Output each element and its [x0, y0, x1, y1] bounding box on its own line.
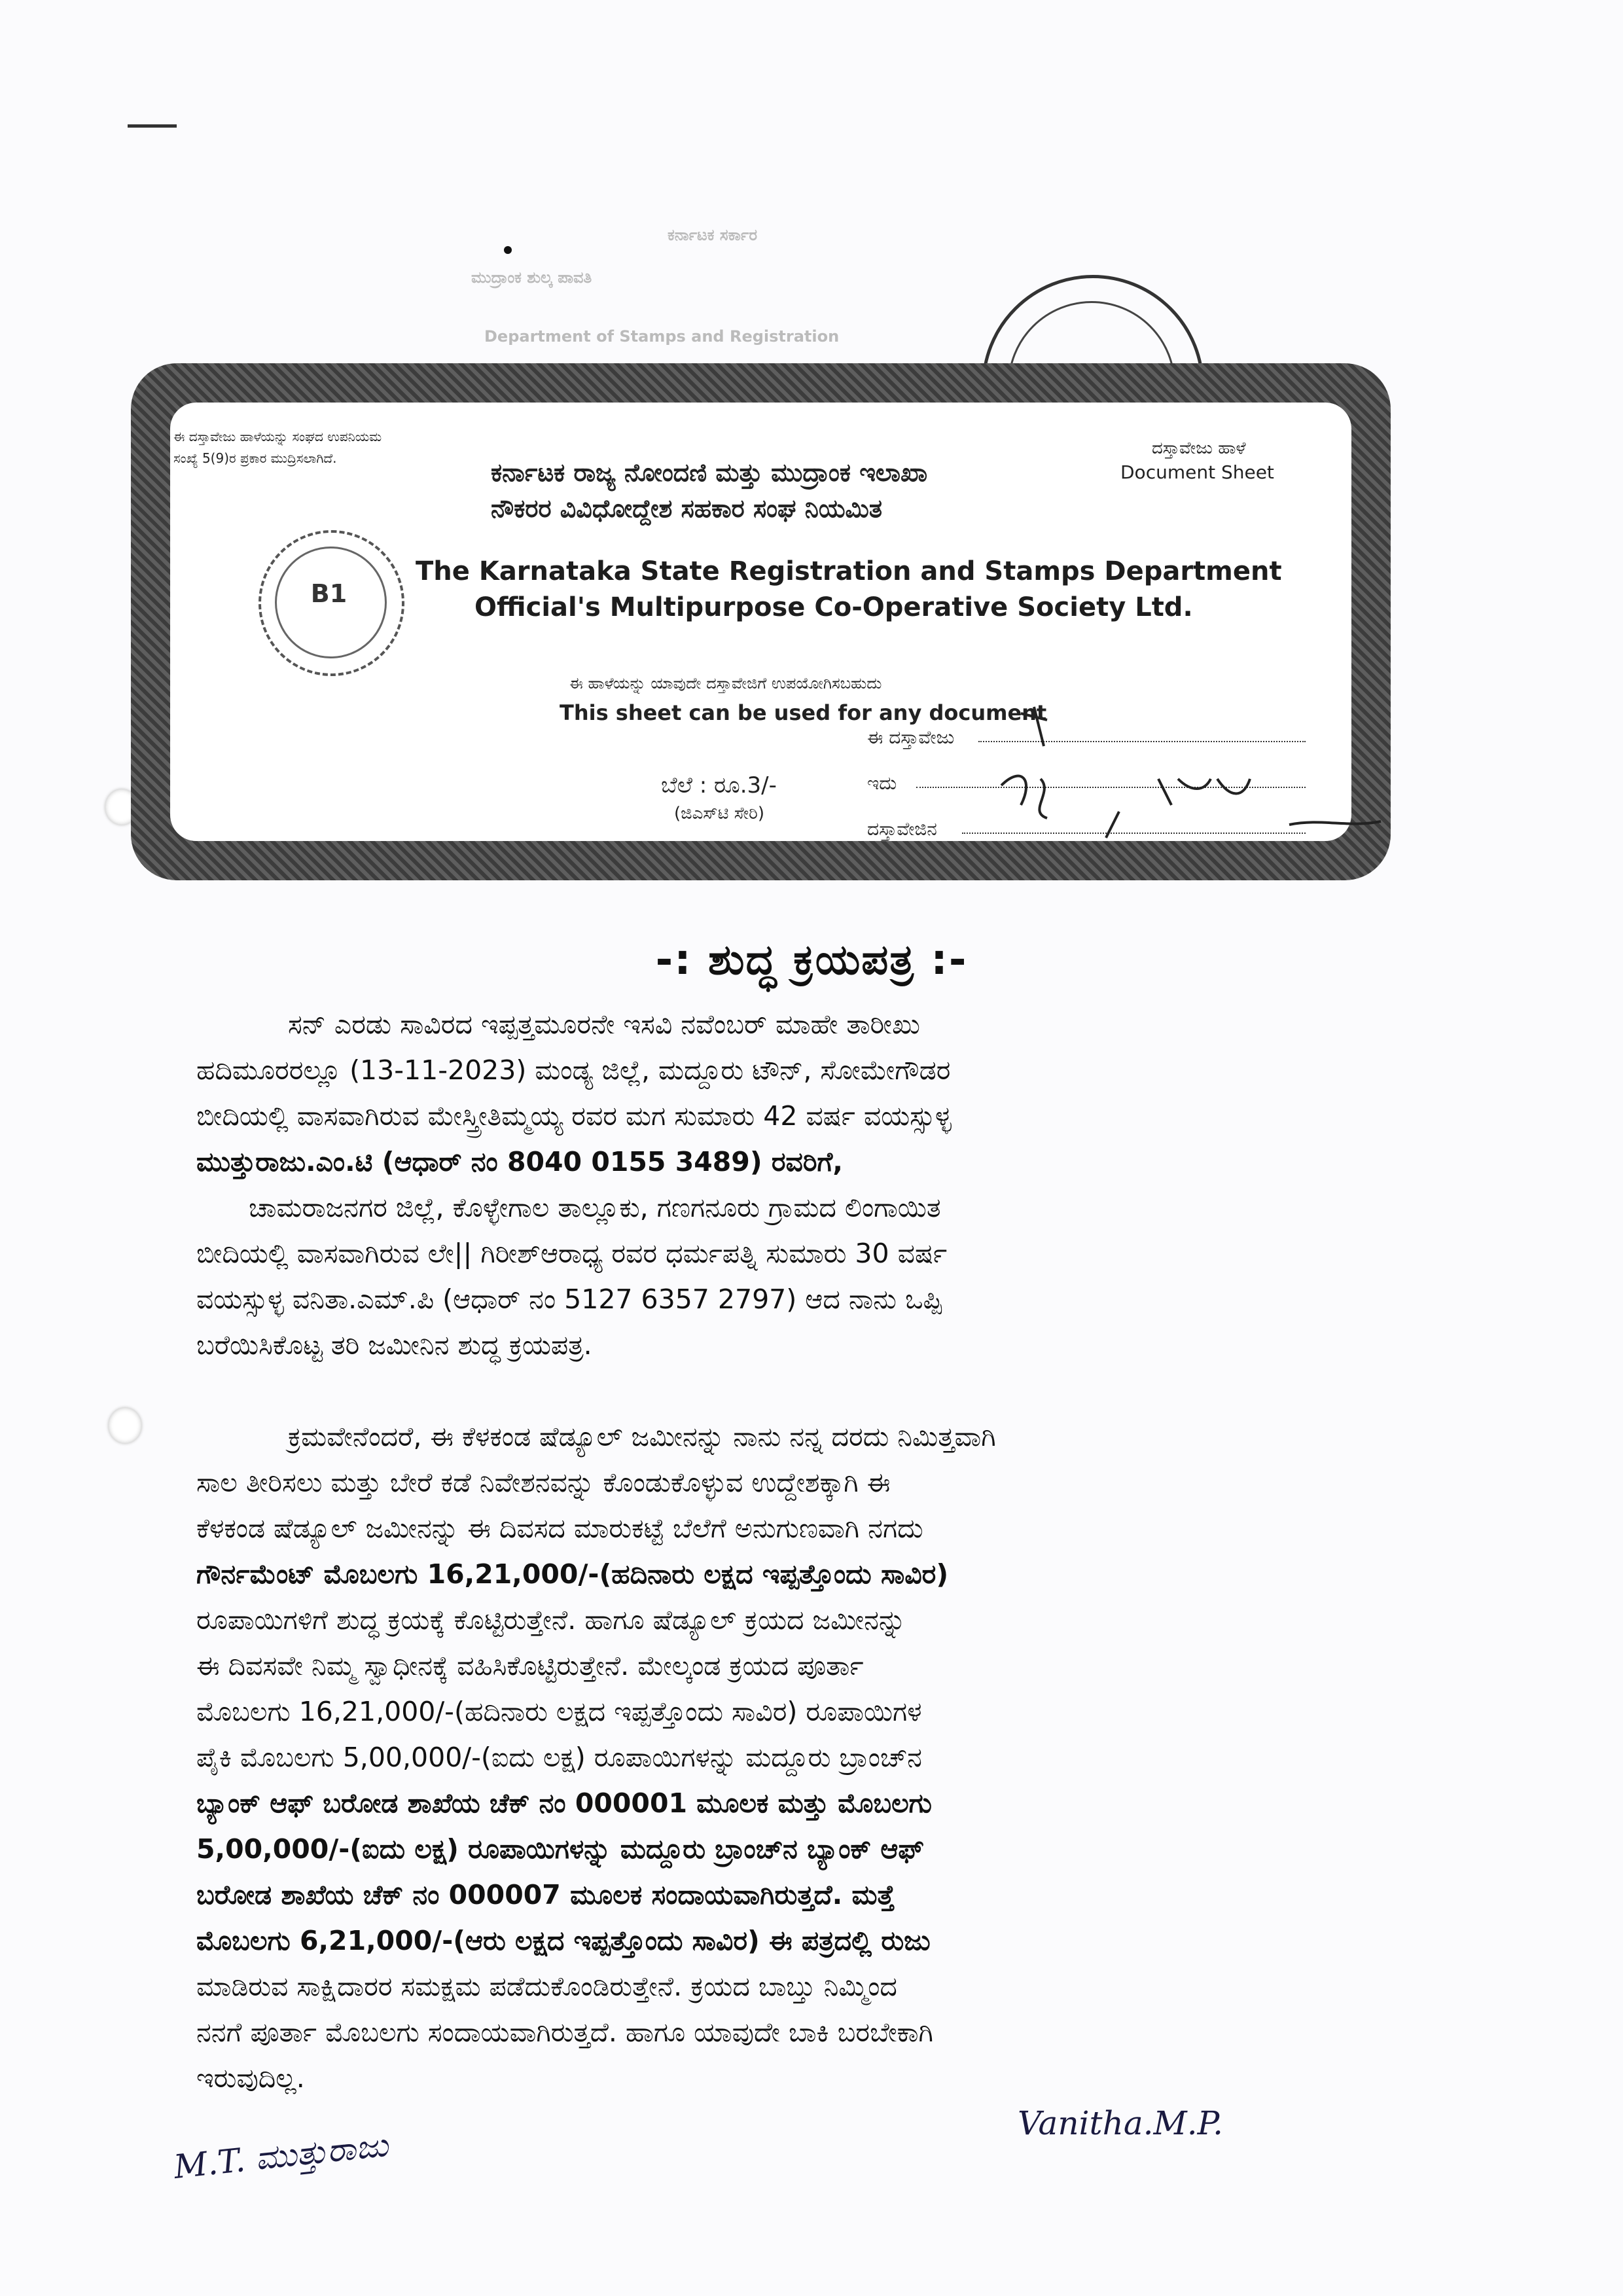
text-line: ಬರೆಯಿಸಿಕೊಟ್ಟ ತರಿ ಜಮೀನಿನ ಶುದ್ಧ ಕ್ರಯಪತ್ರ. [196, 1329, 592, 1361]
text-line: ಚಾಮರಾಜನಗರ ಜಿಲ್ಲೆ, ಕೊಳ್ಳೇಗಾಲ ತಾಲ್ಲೂಕು, ಗಣಗನೂರು ಗ್ರಾಮದ ಲಿಂಗಾಯಿತ [249, 1192, 941, 1223]
punch-hole-bottom [108, 1407, 142, 1444]
paragraph-parties-buyer [196, 1001, 1436, 1185]
sheet-field-2: ಇದು [867, 772, 897, 794]
sheet-handwriting [982, 694, 1387, 851]
text-line: ಮುತ್ತುರಾಜು.ಎಂ.ಟಿ (ಆಧಾರ್ ನಂ 8040 0155 3489) ರವರಿಗೆ, [196, 1146, 843, 1177]
text-line: ಗೌರ್ನಮೆಂಟ್ ಮೊಬಲಗು 16,21,000/-(ಹದಿನಾರು ಲಕ್ಷದ ಇಪ್ಪತ್ತೊಂದು ಸಾವಿರ) [196, 1558, 949, 1590]
bleed-text-1: ಕರ್ನಾಟಕ ಸರ್ಕಾರ [668, 226, 758, 244]
handwritten-date [1158, 779, 1250, 805]
text-line: ಕೆಳಕಂಡ ಷೆಡ್ಯೂಲ್ ಜಮೀನನ್ನು ಈ ದಿವಸದ ಮಾರುಕಟ್ಟೆ ಬೆಲೆಗೆ ಅನುಗುಣವಾಗಿ ನಗದು [196, 1513, 923, 1544]
doc-sheet-en: Document Sheet [1120, 461, 1274, 483]
bullet-dot [504, 246, 512, 254]
text-line: ಕ್ರಮವೇನೆಂದರೆ, ಈ ಕೆಳಕಂಡ ಷೆಡ್ಯೂಲ್ ಜಮೀನನ್ನು ನಾನು ನನ್ನ ದರದು ನಿಮಿತ್ತವಾಗಿ [288, 1421, 996, 1452]
sheet-field-3: ದಸ್ತಾವೇಜಿನ [867, 818, 937, 840]
text-line: ಈ ದಿವಸವೇ ನಿಮ್ಮ ಸ್ವಾಧೀನಕ್ಕೆ ವಹಿಸಿಕೊಟ್ಟಿರುತ್ತೇನೆ. ಮೇಲ್ಕಂಡ ಕ್ರಯದ ಪೂರ್ತಾ [196, 1650, 864, 1681]
text-line: 5,00,000/-(ಐದು ಲಕ್ಷ) ರೂಪಾಯಿಗಳನ್ನು ಮದ್ದೂರು ಬ್ರಾಂಚ್‌ನ ಬ್ಯಾಂಕ್ ಆಫ್ [196, 1833, 924, 1865]
dept-name-english: The Karnataka State Registration and Stamps Department [416, 556, 1282, 586]
paragraph-consideration [196, 1414, 1436, 2101]
society-name-kannada: ನೌಕರರ ವಿವಿಧೋದ್ದೇಶ ಸಹಕಾರ ಸಂಘ ನಿಯಮಿತ [491, 494, 883, 523]
doc-sheet-kn: ದಸ್ತಾವೇಜು ಹಾಳೆ [1152, 439, 1246, 458]
signature-buyer: M.T. ಮುತ್ತುರಾಜು [171, 2125, 390, 2187]
rule-note-line1: ಈ ದಸ್ತಾವೇಜು ಹಾಳೆಯನ್ನು ಸಂಘದ ಉಪನಿಯಮ [173, 429, 382, 444]
dept-name-kannada: ಕರ್ನಾಟಕ ರಾಜ್ಯ ನೋಂದಣಿ ಮತ್ತು ಮುದ್ರಾಂಕ ಇಲಾಖಾ [491, 458, 928, 487]
seal-code: B1 [310, 579, 348, 608]
document-title: -: ಶುದ್ಧ ಕ್ರಯಪತ್ರ :- [655, 936, 968, 984]
text-line: ಬ್ಯಾಂಕ್ ಆಫ್ ಬರೋಡ ಶಾಖೆಯ ಚೆಕ್ ನಂ 000001 ಮೂಲಕ ಮತ್ತು ಮೊಬಲಗು [196, 1787, 932, 1819]
text-line: ಬೀದಿಯಲ್ಲಿ ವಾಸವಾಗಿರುವ ಲೇ|| ಗಿರೀಶ್ಆರಾಧ್ಯ ರವರ ಧರ್ಮಪತ್ನಿ ಸುಮಾರು 30 ವರ್ಷ [196, 1238, 948, 1269]
signature-seller: Vanitha.M.P. [1018, 2104, 1224, 2142]
text-line: ಹದಿಮೂರರಲ್ಲೂ (13-11-2023) ಮಂಡ್ಯ ಜಿಲ್ಲೆ, ಮದ್ದೂರು ಟೌನ್, ಸೋಮೇಗೌಡರ [196, 1054, 951, 1086]
text-line: ಸಾಲ ತೀರಿಸಲು ಮತ್ತು ಬೇರೆ ಕಡೆ ನಿವೇಶನವನ್ನು ಕೊಂಡುಕೊಳ್ಳುವ ಉದ್ದೇಶಕ್ಕಾಗಿ ಈ [196, 1467, 891, 1498]
text-line: ಬೀದಿಯಲ್ಲಿ ವಾಸವಾಗಿರುವ ಮೇಸ್ತ್ರೀತಿಮ್ಮಯ್ಯ ರವರ ಮಗ ಸುಮಾರು 42 ವರ್ಷ ವಯಸ್ಸುಳ್ಳ [196, 1100, 952, 1132]
text-line: ಇರುವುದಿಲ್ಲ. [196, 2062, 305, 2094]
text-line: ಸನ್ ಎರಡು ಸಾವಿರದ ಇಪ್ಪತ್ತಮೂರನೇ ಇಸವಿ ನವೆಂಬರ್ ಮಾಹೇ ತಾರೀಖು [288, 1009, 920, 1040]
text-line: ವಯಸ್ಸುಳ್ಳ ವನಿತಾ.ಎಮ್.ಪಿ (ಆಧಾರ್ ನಂ 5127 6357 2797) ಆದ ನಾನು ಒಪ್ಪಿ [196, 1283, 942, 1315]
text-line: ಪೈಕಿ ಮೊಬಲಗು 5,00,000/-(ಐದು ಲಕ್ಷ) ರೂಪಾಯಿಗಳನ್ನು ಮದ್ದೂರು ಬ್ರಾಂಚ್‌ನ [196, 1742, 922, 1773]
text-line: ರೂಪಾಯಿಗಳಿಗೆ ಶುದ್ಧ ಕ್ರಯಕ್ಕೆ ಕೊಟ್ಟಿರುತ್ತೇನೆ. ಹಾಗೂ ಷೆಡ್ಯೂಲ್ ಕ್ರಯದ ಜಮೀನನ್ನು [196, 1604, 906, 1636]
sheet-field-1: ಈ ದಸ್ತಾವೇಜು [867, 726, 955, 748]
gst-note: (ಜಿಎಸ್‌ಟಿ ಸೇರಿ) [674, 804, 764, 823]
society-name-english: Official's Multipurpose Co-Operative Society Ltd. [474, 592, 1193, 622]
text-line: ಬರೋಡ ಶಾಖೆಯ ಚೆಕ್ ನಂ 000007 ಮೂಲಕ ಸಂದಾಯವಾಗಿರುತ್ತದೆ. ಮತ್ತೆ [196, 1879, 895, 1910]
margin-dash-mark [128, 124, 177, 128]
text-line: ಮಾಡಿರುವ ಸಾಕ್ಷಿದಾರರ ಸಮಕ್ಷಮ ಪಡೆದುಕೊಂಡಿರುತ್ತೇನೆ. ಕ್ರಯದ ಬಾಬ್ತು ನಿಮ್ಮಿಂದ [196, 1971, 897, 2002]
handwritten-strokes [1106, 812, 1381, 838]
handwritten-number-1 [1021, 707, 1047, 746]
text-line: ನನಗೆ ಪೂರ್ತಾ ಮೊಬಲಗು ಸಂದಾಯವಾಗಿರುತ್ತದೆ. ಹಾಗೂ ಯಾವುದೇ ಬಾಕಿ ಬರಬೇಕಾಗಿ [196, 2017, 933, 2048]
bleed-text-2: ಮುದ್ರಾಂಕ ಶುಲ್ಕ ಪಾವತಿ [471, 268, 592, 287]
rule-note-line2: ಸಂಖ್ಯೆ 5(9)ರ ಪ್ರಕಾರ ಮುದ್ರಿಸಲಾಗಿದೆ. [173, 450, 337, 466]
use-note-kannada: ಈ ಹಾಳೆಯನ್ನು ಯಾವುದೇ ದಸ್ತಾವೇಜಿಗೆ ಉಪಯೋಗಿಸಬಹುದು [569, 674, 882, 692]
use-note-english: This sheet can be used for any document [560, 700, 1047, 725]
text-line: ಮೊಬಲಗು 16,21,000/-(ಹದಿನಾರು ಲಕ್ಷದ ಇಪ್ಪತ್ತೊಂದು ಸಾವಿರ) ರೂಪಾಯಿಗಳ [196, 1696, 922, 1727]
text-line: ಮೊಬಲಗು 6,21,000/-(ಆರು ಲಕ್ಷದ ಇಪ್ಪತ್ತೊಂದು ಸಾವಿರ) ಈ ಪತ್ರದಲ್ಲಿ ರುಜು [196, 1925, 931, 1956]
paragraph-parties-seller [196, 1185, 1436, 1368]
price-label: ಬೆಲೆ : ರೂ.3/- [661, 772, 777, 798]
bleed-text-3: Department of Stamps and Registration [484, 327, 840, 346]
handwritten-b7 [1001, 776, 1047, 818]
